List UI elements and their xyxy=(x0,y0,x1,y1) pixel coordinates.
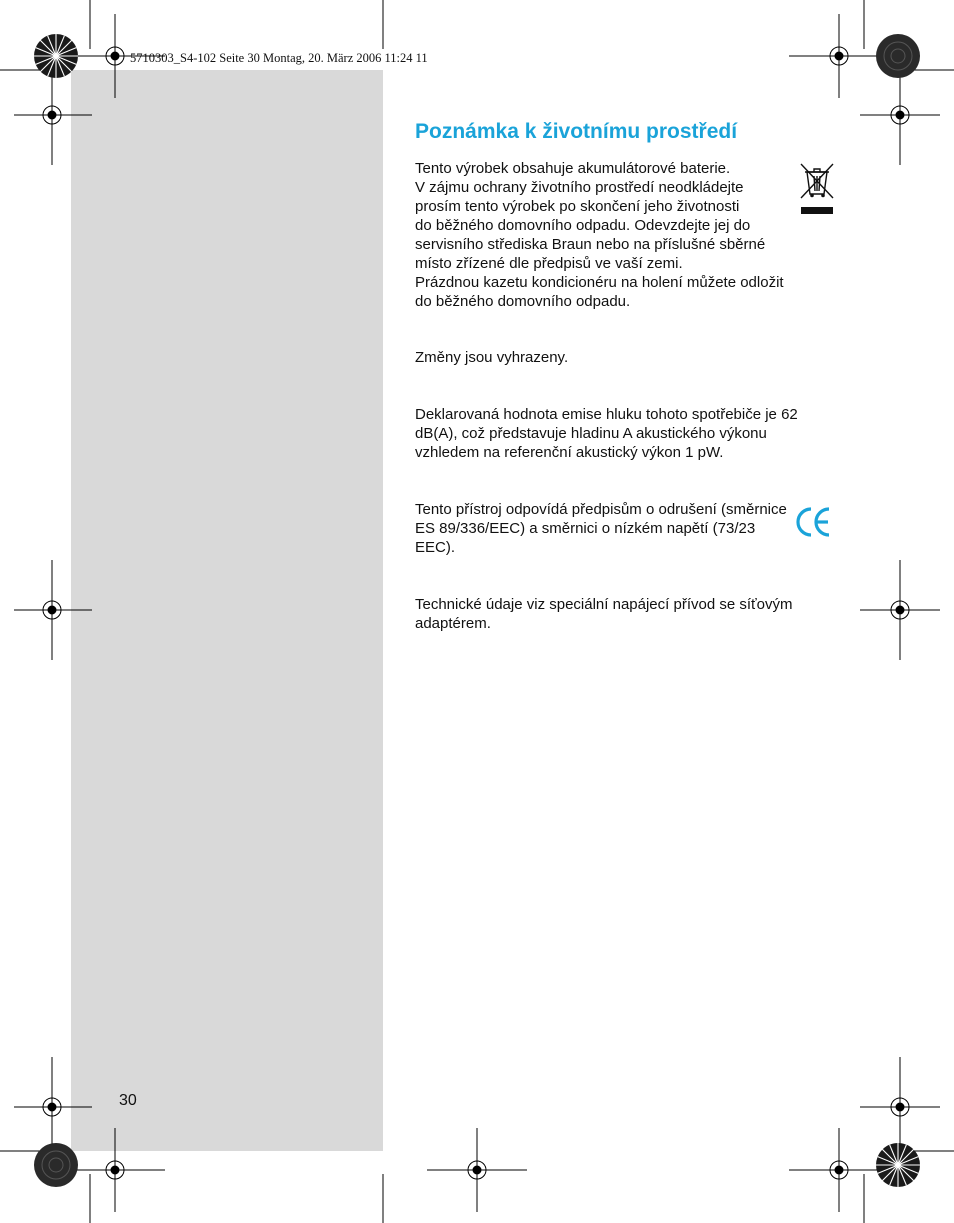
environment-note-line: do běžného domovního odpadu. Odevzdejte jej do xyxy=(415,217,751,234)
section-heading: Poznámka k životnímu prostředí xyxy=(415,120,738,143)
crossed-out-wheelie-bin-icon xyxy=(797,160,837,218)
environment-note-line: prosím tento výrobek po skončení jeho životnosti xyxy=(415,198,740,215)
ce-mark-icon xyxy=(793,505,833,539)
noise-emission-text: Deklarovaná hodnota emise hluku tohoto spotřebiče je 62 dB(A), což představuje hladinu A akustického výkonu vzhledem na referenční akustický výkon 1 pW. xyxy=(415,406,798,461)
environment-note-line: do běžného domovního odpadu. xyxy=(415,293,631,310)
page-number: 30 xyxy=(119,1092,137,1109)
environment-note-line: Prázdnou kazetu kondicionéru na holení můžete odložit xyxy=(415,274,784,291)
environment-note-line: Tento výrobek obsahuje akumulátorové baterie. xyxy=(415,160,731,177)
technical-data-text: Technické údaje viz speciální napájecí přívod se síťovým adaptérem. xyxy=(415,596,793,632)
changes-reserved-text: Změny jsou vyhrazeny. xyxy=(415,349,569,366)
environment-note-line: V zájmu ochrany životního prostředí neodkládejte xyxy=(415,179,744,196)
conformity-text: Tento přístroj odpovídá předpisům o odrušení (směrnice ES 89/336/EEC) a směrnici o nízkém napětí (73/23 EEC). xyxy=(415,501,787,556)
print-header: 5710303_S4-102 Seite 30 Montag, 20. März 2006 11:24 11 xyxy=(130,51,428,65)
environment-note-paragraph xyxy=(415,159,835,311)
environment-note-line: servisního střediska Braun nebo na příslušné sběrné xyxy=(415,236,766,253)
environment-note-line: místo zřízené dle předpisů ve vaší zemi. xyxy=(415,255,683,272)
